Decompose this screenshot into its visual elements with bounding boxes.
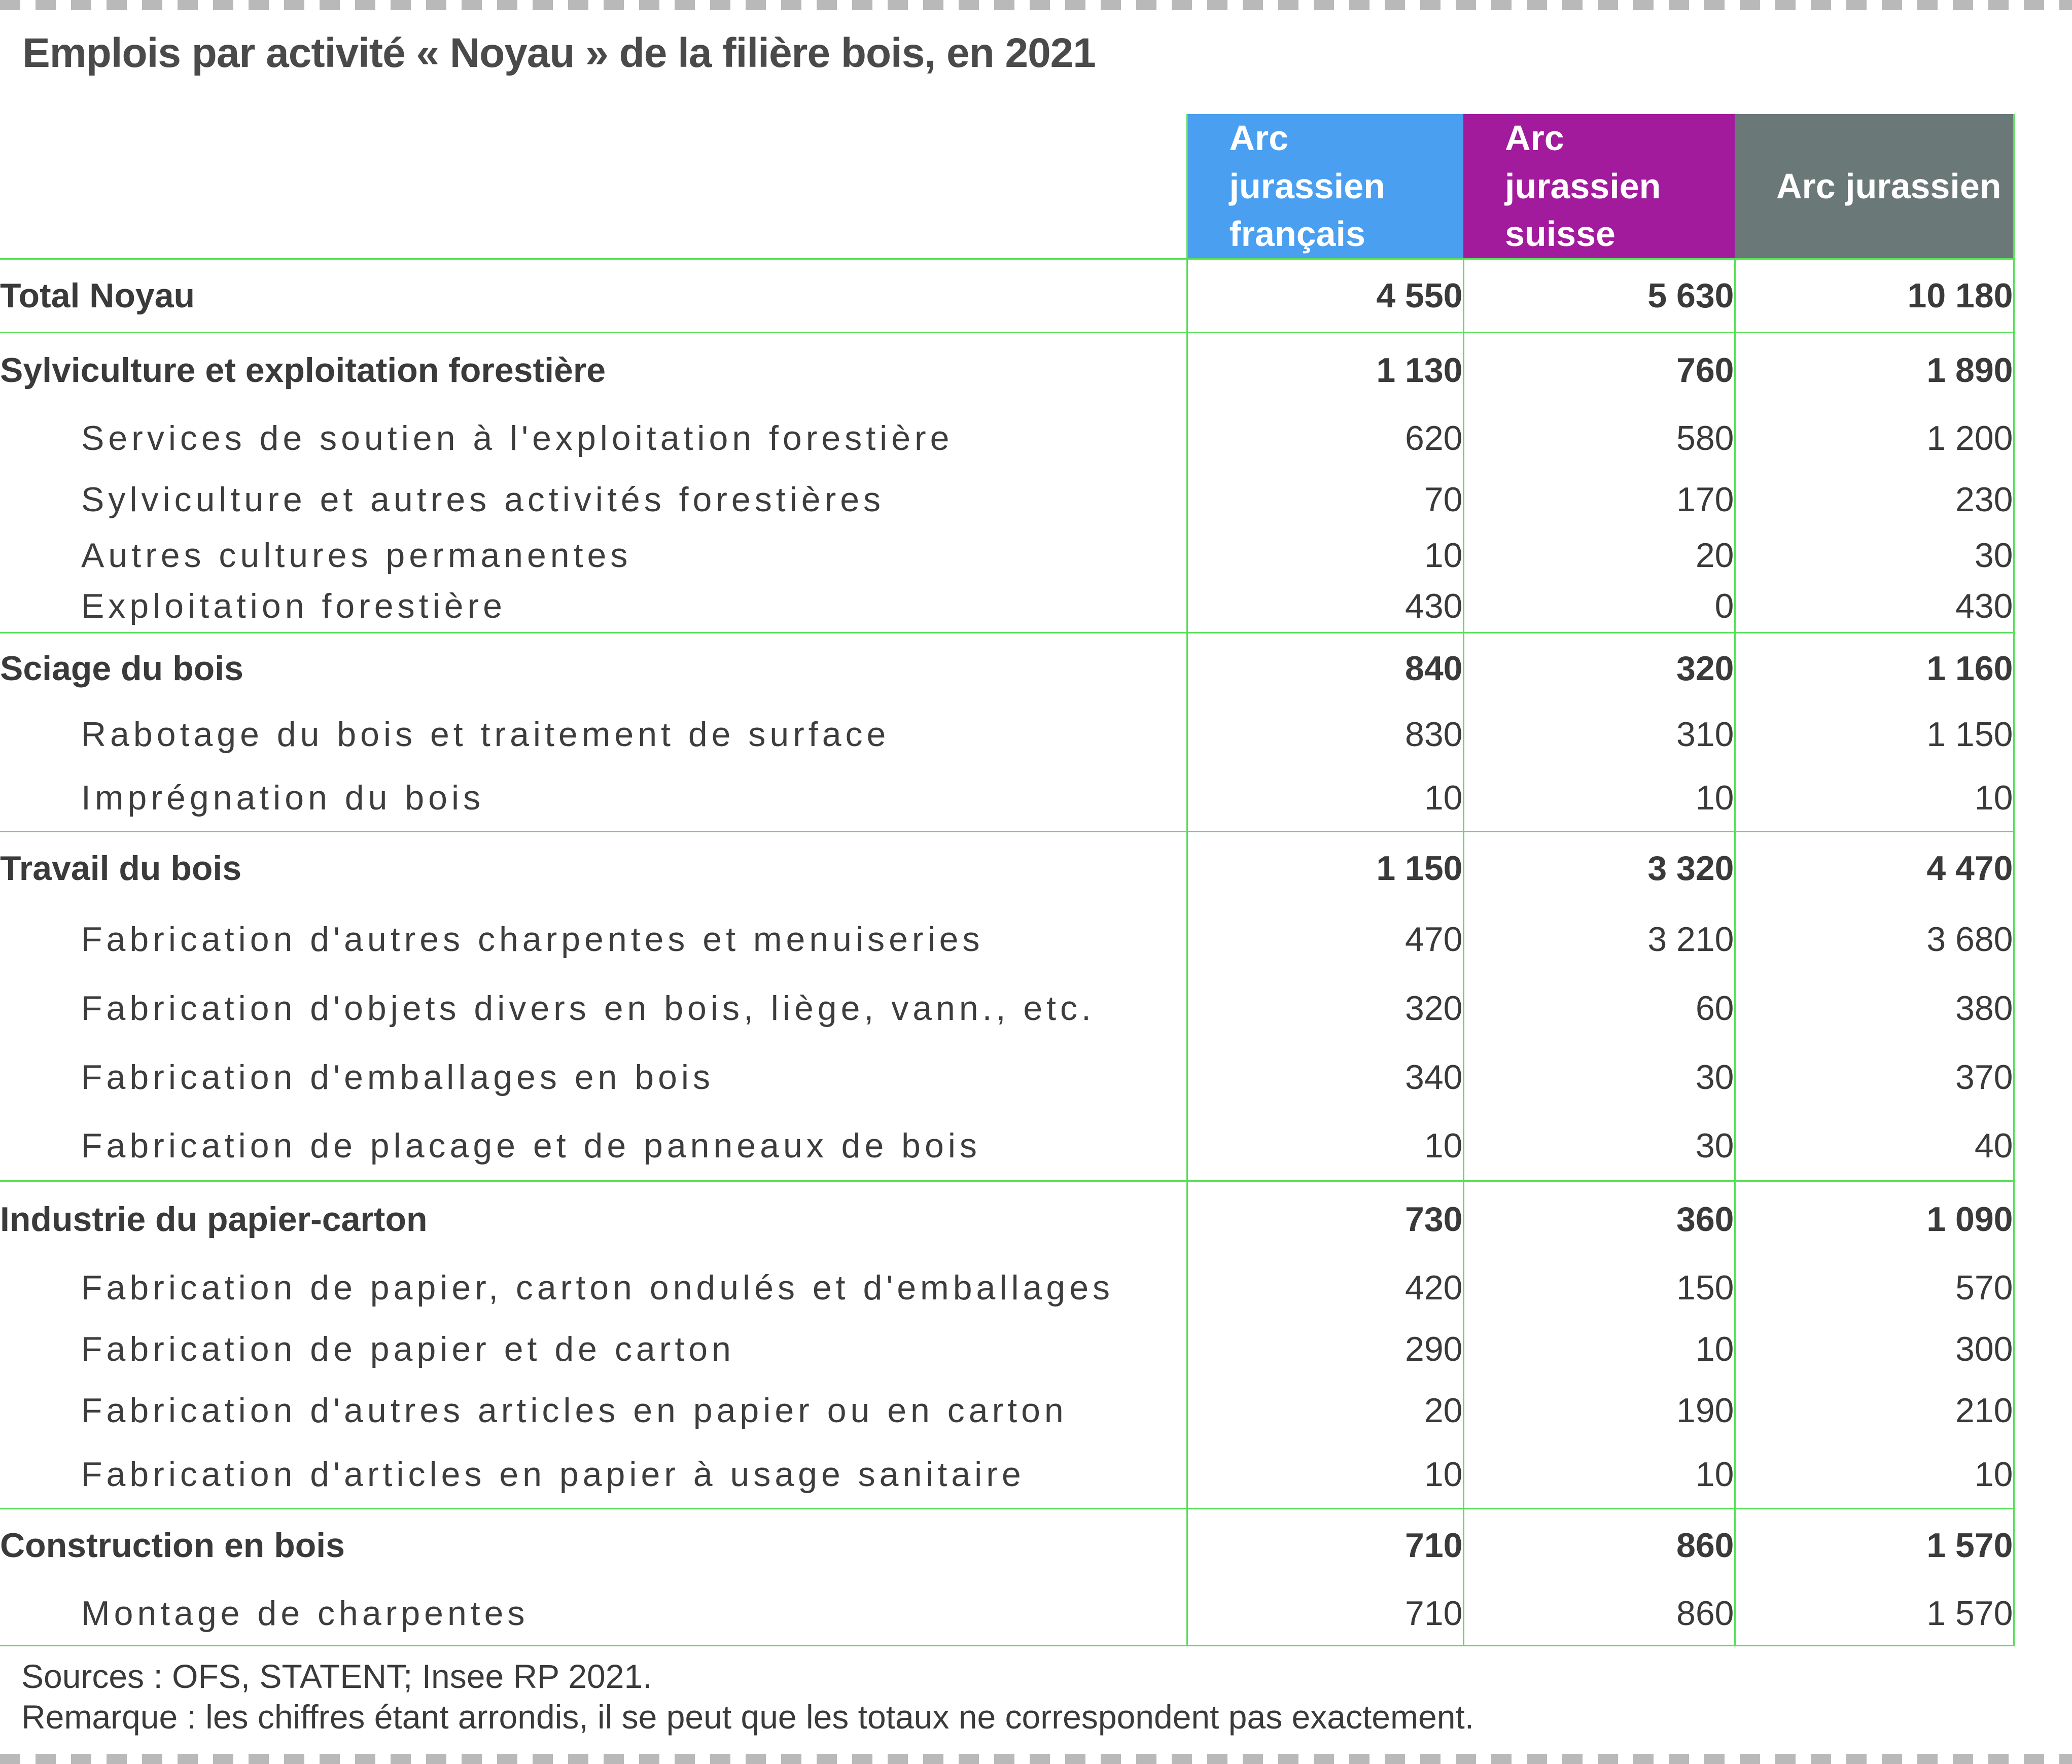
table-row xyxy=(0,407,2014,469)
value-arc-jurassien-suisse: 10 xyxy=(1463,765,1735,831)
value-arc-jurassien-francais: 340 xyxy=(1187,1043,1463,1112)
row-label: Fabrication d'articles en papier à usage sanitaire xyxy=(81,1455,1025,1494)
row-label: Fabrication de papier et de carton xyxy=(81,1329,735,1368)
value-arc-jurassien-suisse: 30 xyxy=(1463,1112,1735,1181)
table-row-total-noyau xyxy=(0,259,2014,332)
row-label: Fabrication d'emballages en bois xyxy=(81,1058,715,1097)
column-header-arc-jurassien-suisse: Arc jurassien suisse xyxy=(1463,114,1735,259)
row-label: Fabrication de placage et de panneaux de bois xyxy=(81,1126,981,1166)
table-row-group xyxy=(0,831,2014,905)
row-label: Montage de charpentes xyxy=(0,1582,1187,1645)
value-arc-jurassien-suisse: 360 xyxy=(1463,1181,1735,1257)
value-arc-jurassien-suisse: 860 xyxy=(1463,1508,1735,1582)
value-arc-jurassien: 10 180 xyxy=(1735,259,2014,332)
value-arc-jurassien-francais: 70 xyxy=(1187,469,1463,530)
table-row xyxy=(0,1318,2014,1380)
value-arc-jurassien-francais: 10 xyxy=(1187,530,1463,581)
top-dashed-border xyxy=(0,0,2072,10)
value-arc-jurassien-francais: 840 xyxy=(1187,632,1463,703)
value-arc-jurassien-francais: 710 xyxy=(1187,1582,1463,1645)
value-arc-jurassien-francais: 10 xyxy=(1187,765,1463,831)
row-label: Industrie du papier-carton xyxy=(0,1181,1187,1257)
table-row-group xyxy=(0,332,2014,407)
table-row xyxy=(0,703,2014,765)
table-row xyxy=(0,469,2014,530)
value-arc-jurassien: 4 470 xyxy=(1735,831,2014,905)
row-label: Total Noyau xyxy=(0,259,1187,332)
row-label: Fabrication d'objets divers en bois, liège, vann., etc. xyxy=(81,989,1095,1028)
header-blank-cell xyxy=(0,114,1187,259)
value-arc-jurassien-francais: 10 xyxy=(1187,1112,1463,1181)
value-arc-jurassien-suisse: 60 xyxy=(1463,974,1735,1043)
row-label: Sylviculture et exploitation forestière xyxy=(0,332,1187,407)
row-label: Sciage du bois xyxy=(0,632,1187,703)
value-arc-jurassien-francais: 20 xyxy=(1187,1380,1463,1441)
row-label: Fabrication d'autres articles en papier ou en carton xyxy=(81,1391,1068,1430)
value-arc-jurassien-suisse: 320 xyxy=(1463,632,1735,703)
table-row xyxy=(0,765,2014,831)
value-arc-jurassien: 380 xyxy=(1735,974,2014,1043)
value-arc-jurassien: 1 570 xyxy=(1735,1582,2014,1645)
value-arc-jurassien: 30 xyxy=(1735,530,2014,581)
table-row-group xyxy=(0,1181,2014,1257)
row-label: Imprégnation du bois xyxy=(81,778,485,817)
sources-note: Sources : OFS, STATENT; Insee RP 2021. xyxy=(21,1657,652,1695)
table-row-group xyxy=(0,632,2014,703)
table-row xyxy=(0,1582,2014,1645)
value-arc-jurassien-francais: 710 xyxy=(1187,1508,1463,1582)
value-arc-jurassien-suisse: 3 210 xyxy=(1463,905,1735,974)
row-label: Fabrication de papier, carton ondulés et d'emballages xyxy=(81,1268,1114,1307)
value-arc-jurassien-francais: 290 xyxy=(1187,1318,1463,1380)
value-arc-jurassien-francais: 420 xyxy=(1187,1257,1463,1318)
value-arc-jurassien: 430 xyxy=(1735,581,2014,632)
value-arc-jurassien: 1 200 xyxy=(1735,407,2014,469)
employment-table xyxy=(0,114,2015,1646)
row-label: Travail du bois xyxy=(0,831,1187,905)
value-arc-jurassien: 1 890 xyxy=(1735,332,2014,407)
row-label: Rabotage du bois et traitement de surface xyxy=(81,715,890,754)
value-arc-jurassien-francais: 730 xyxy=(1187,1181,1463,1257)
value-arc-jurassien-francais: 620 xyxy=(1187,407,1463,469)
value-arc-jurassien-francais: 10 xyxy=(1187,1441,1463,1508)
value-arc-jurassien-francais: 1 130 xyxy=(1187,332,1463,407)
value-arc-jurassien: 1 570 xyxy=(1735,1508,2014,1582)
value-arc-jurassien: 300 xyxy=(1735,1318,2014,1380)
value-arc-jurassien: 10 xyxy=(1735,1441,2014,1508)
table-row xyxy=(0,530,2014,581)
table-row xyxy=(0,1380,2014,1441)
value-arc-jurassien: 210 xyxy=(1735,1380,2014,1441)
value-arc-jurassien-suisse: 170 xyxy=(1463,469,1735,530)
table-header-row xyxy=(0,114,2014,259)
value-arc-jurassien-suisse: 860 xyxy=(1463,1582,1735,1645)
bottom-dashed-border xyxy=(0,1754,2072,1764)
row-label: Fabrication d'autres charpentes et menuiseries xyxy=(81,920,984,959)
value-arc-jurassien-suisse: 10 xyxy=(1463,1318,1735,1380)
value-arc-jurassien: 230 xyxy=(1735,469,2014,530)
row-label: Construction en bois xyxy=(0,1508,1187,1582)
value-arc-jurassien-suisse: 150 xyxy=(1463,1257,1735,1318)
value-arc-jurassien: 1 160 xyxy=(1735,632,2014,703)
column-header-arc-jurassien-francais: Arc jurassien français xyxy=(1187,114,1463,259)
value-arc-jurassien-francais: 4 550 xyxy=(1187,259,1463,332)
row-label: Services de soutien à l'exploitation forestière xyxy=(81,418,954,457)
value-arc-jurassien: 10 xyxy=(1735,765,2014,831)
table-row xyxy=(0,581,2014,632)
table-row xyxy=(0,905,2014,974)
value-arc-jurassien-suisse: 3 320 xyxy=(1463,831,1735,905)
table-row xyxy=(0,1441,2014,1508)
value-arc-jurassien: 40 xyxy=(1735,1112,2014,1181)
value-arc-jurassien: 1 090 xyxy=(1735,1181,2014,1257)
value-arc-jurassien-suisse: 310 xyxy=(1463,703,1735,765)
value-arc-jurassien-suisse: 5 630 xyxy=(1463,259,1735,332)
value-arc-jurassien: 370 xyxy=(1735,1043,2014,1112)
value-arc-jurassien: 3 680 xyxy=(1735,905,2014,974)
page-title: Emplois par activité « Noyau » de la filière bois, en 2021 xyxy=(22,30,1096,76)
value-arc-jurassien-suisse: 760 xyxy=(1463,332,1735,407)
value-arc-jurassien-suisse: 190 xyxy=(1463,1380,1735,1441)
table-row xyxy=(0,974,2014,1043)
value-arc-jurassien-francais: 830 xyxy=(1187,703,1463,765)
value-arc-jurassien-suisse: 30 xyxy=(1463,1043,1735,1112)
remark-note: Remarque : les chiffres étant arrondis, il se peut que les totaux ne correspondent pas exactement. xyxy=(21,1698,1474,1736)
value-arc-jurassien: 1 150 xyxy=(1735,703,2014,765)
value-arc-jurassien-suisse: 10 xyxy=(1463,1441,1735,1508)
row-label: Exploitation forestière xyxy=(81,587,506,626)
value-arc-jurassien-francais: 430 xyxy=(1187,581,1463,632)
column-header-arc-jurassien: Arc jurassien xyxy=(1735,114,2014,259)
value-arc-jurassien-suisse: 0 xyxy=(1463,581,1735,632)
value-arc-jurassien: 570 xyxy=(1735,1257,2014,1318)
value-arc-jurassien-francais: 470 xyxy=(1187,905,1463,974)
row-label: Sylviculture et autres activités forestières xyxy=(81,480,885,519)
table-row xyxy=(0,1257,2014,1318)
row-label: Autres cultures permanentes xyxy=(81,536,632,575)
value-arc-jurassien-suisse: 20 xyxy=(1463,530,1735,581)
value-arc-jurassien-francais: 320 xyxy=(1187,974,1463,1043)
value-arc-jurassien-suisse: 580 xyxy=(1463,407,1735,469)
table-row xyxy=(0,1043,2014,1112)
table-row-group xyxy=(0,1508,2014,1582)
table-row xyxy=(0,1112,2014,1181)
footer-notes xyxy=(21,1656,1474,1737)
value-arc-jurassien-francais: 1 150 xyxy=(1187,831,1463,905)
